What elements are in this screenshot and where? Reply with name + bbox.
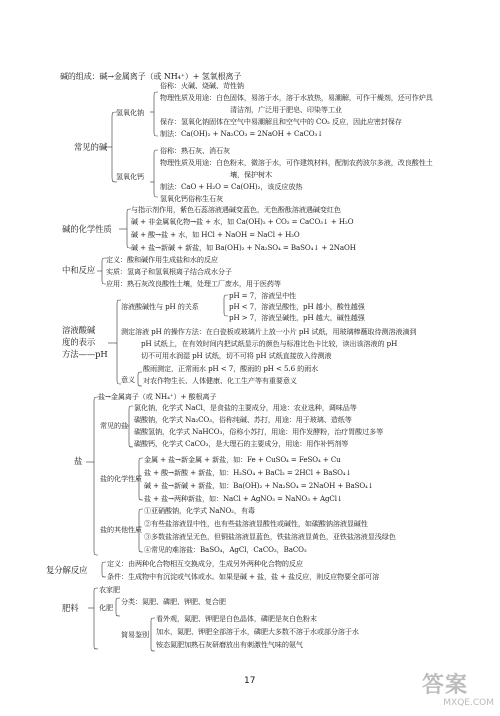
fertilizer-identification-label: 简易鉴别 xyxy=(121,630,149,639)
ph-less-7: pH < 7，溶液呈酸性，pH 越小，酸性越强 xyxy=(229,302,365,311)
double-decomposition-condition: 条件：生成物中有沉淀或气体或水。如果是碱 + 盐，盐 + 盐反应，则反应物要全部可溶 xyxy=(107,572,380,581)
salt-other-4: ④常见的难溶盐：BaSO₄，AgCl，CaCO₃，BaCO₃ xyxy=(144,545,307,554)
fertilizer-identification-2: 加水，氮肥、钾肥全部溶于水，磷肥大多数不溶于水或部分溶于水 xyxy=(156,627,359,636)
watermark-big: 答案 xyxy=(422,673,469,698)
base-chem-props-heading: 碱的化学性质 xyxy=(62,224,112,234)
ph-method-1: 测定溶液 pH 的操作方法：在白瓷板或玻璃片上放一小片 pH 试纸，用玻璃棒蘸取待测溶液滴到 xyxy=(121,327,417,336)
ph-significance-2: 对农作物生长、人体健康、化工生产等有重要意义 xyxy=(143,376,297,385)
base-composition: 碱的组成：碱→金属离子（或 NH₄⁺）+ 氢氧根离子 xyxy=(60,72,242,81)
ph-equal-7: pH = 7，溶液呈中性 xyxy=(229,291,297,300)
neutralization-essence: 实质：氢离子和氢氧根离子结合成水分子 xyxy=(106,267,232,276)
fertilizer-identification-3: 铵态氮肥加熟石灰研磨放出有刺激性气味的氨气 xyxy=(156,640,303,649)
ph-method-2: pH 试纸上，在有效时间内把试纸显示的颜色与标准比色卡比较，读出该溶液的 pH xyxy=(141,339,398,348)
salt-chem-3: 碱 + 盐→新碱 + 新盐，如：Ba(OH)₂ + Na₂SO₄ = 2NaOH + BaSO₄↓ xyxy=(144,481,374,490)
salt-chem-2: 盐 + 酸→新酸 + 新盐，如：H₂SO₄ + BaCl₂ = 2HCl + BaSO₄↓ xyxy=(144,468,352,477)
caoh-heading: 氢氧化钙 xyxy=(116,172,144,181)
salt-heading: 盐 xyxy=(74,456,83,466)
salt-chem-1: 金属 + 盐→新金属 + 新盐，如：Fe + CuSO₄ = FeSO₄ + Cu xyxy=(144,455,341,464)
salt-nahco3: 碳酸氢钠，化学式 NaHCO₃，俗称小苏打，用途：用作发酵粉，治疗胃酸过多等 xyxy=(134,427,384,436)
base-acid: 碱 + 酸→盐 + 水，如 HCl + NaOH = NaCl + H₂O xyxy=(131,230,300,239)
common-salts-heading: 常见的盐 xyxy=(100,421,128,430)
watermark-small: MXQE.COM xyxy=(443,698,494,708)
salt-nacl: 氯化钠，化学式 NaCl，是食盐的主要成分，用途：农业选种，调味品等 xyxy=(134,403,357,412)
base-indicator: 与指示剂作用，紫色石蕊溶液遇碱变蓝色，无色酚酞溶液遇碱变红色 xyxy=(131,205,341,214)
naoh-properties: 物理性质及用途：白色固体，易溶于水，溶于水放热，易潮解，可作干燥剂，还可作炉具 xyxy=(160,93,433,102)
ph-significance-1: 酸雨测定，正常雨水 pH < 7，酸雨的 pH < 5.6 的雨水 xyxy=(143,364,319,373)
caoh-properties-cont: 壤，保护树木 xyxy=(230,170,272,179)
fertilizer-farm: 农家肥 xyxy=(99,585,120,594)
ph-heading-3: 方法——pH xyxy=(62,349,108,359)
ph-relation-label: 溶液酸碱性与 pH 的关系 xyxy=(121,302,199,311)
double-decomposition-heading: 复分解反应 xyxy=(46,565,88,575)
salt-composition: 盐→金属离子（或 NH₄⁺）+ 酸根离子 xyxy=(98,392,217,401)
salt-na2co3: 碳酸钠，化学式 Na₂CO₃，俗称纯碱、苏打，用途：用于玻璃、造纸等 xyxy=(134,415,352,424)
neutralization-definition: 定义：酸和碱作用生成盐和水的反应 xyxy=(106,255,218,264)
salt-other-3: ③多数盐溶液呈无色，但铜盐溶液显蓝色，铁盐溶液显黄色，亚铁盐溶液显浅绿色 xyxy=(144,532,396,541)
naoh-storage: 保存：氢氧化钠固体在空气中易潮解且和空气中的 CO₂ 反应，因此应密封保存 xyxy=(160,117,402,126)
fertilizer-heading: 肥料 xyxy=(62,603,79,613)
naoh-alias: 俗称：火碱、烧碱、苛性钠 xyxy=(160,81,244,90)
ph-heading-1: 溶液酸碱 xyxy=(62,325,96,335)
salt-chem-4: 盐 + 盐→两种新盐，如：NaCl + AgNO₃ = NaNO₃ + AgCl↓ xyxy=(144,494,343,503)
caoh-solution: 氢氧化钙俗称生石灰 xyxy=(160,194,223,203)
salt-other-2: ②有些盐溶液显中性，也有些盐溶液显酸性或碱性，如碳酸钠溶液显碱性 xyxy=(144,519,368,528)
caoh-properties: 物理性质及用途：白色粉末，微溶于水，可作建筑材料，配制农药波尔多液，改良酸性土 xyxy=(160,158,433,167)
page-number: 17 xyxy=(244,676,256,686)
naoh-properties-cont: 清洁剂，广泛用于肥皂、印染等工业 xyxy=(230,105,342,114)
ph-method-3: 切不可用水润湿 pH 试纸，切不可将 pH 试纸直接放入待测液 xyxy=(141,351,332,360)
base-salt: 碱 + 盐→新碱 + 新盐，如 Ba(OH)₂ + Na₂SO₄ = BaSO₄↓ + 2NaOH xyxy=(131,243,356,252)
naoh-heading: 氢氧化钠 xyxy=(116,108,144,117)
salt-other-1: ①亚硝酸钠，化学式 NaNO₂，有毒 xyxy=(144,506,255,515)
fertilizer-identification-1: 看外观，氮肥、钾肥是白色晶体，磷肥是灰白色粉末 xyxy=(156,614,317,623)
common-bases-heading: 常见的碱 xyxy=(74,142,108,152)
ph-heading-2: 度的表示 xyxy=(62,337,96,347)
caoh-preparation: 制法：CaO + H₂O = Ca(OH)₂，该反应放热 xyxy=(160,182,303,191)
neutralization-application: 应用：熟石灰改良酸性土壤，处理工厂废水，用于医药等 xyxy=(106,279,281,288)
neutralization-heading: 中和反应 xyxy=(62,265,96,275)
fertilizer-types: 分类：氮肥、磷肥、钾肥、复合肥 xyxy=(121,597,226,606)
ph-significance-label: 意义 xyxy=(121,375,135,384)
caoh-alias: 俗称：熟石灰、消石灰 xyxy=(160,146,230,155)
naoh-preparation: 制法：Ca(OH)₂ + Na₂CO₃ = 2NaOH + CaCO₃↓ xyxy=(160,129,324,138)
salt-other-props-heading: 盐的其他性质 xyxy=(100,525,142,534)
double-decomposition-definition: 定义：由两种化合物相互交换成分，生成另外两种化合物的反应 xyxy=(107,559,303,568)
ph-greater-7: pH > 7，溶液呈碱性，pH 越大，碱性越强 xyxy=(229,313,365,322)
salt-caco3: 碳酸钙，化学式 CaCO₃，是大理石的主要成分，用途：用作补钙剂等 xyxy=(134,439,349,448)
fertilizer-chemical: 化肥 xyxy=(99,603,113,612)
base-nonmetal-oxide: 碱 + 非金属氧化物→盐 + 水，如 Ca(OH)₂ + CO₂ = CaCO₃↓ + H₂O xyxy=(131,217,354,226)
watermark-logo xyxy=(422,674,494,712)
salt-chem-props-heading: 盐的化学性质 xyxy=(100,474,142,483)
